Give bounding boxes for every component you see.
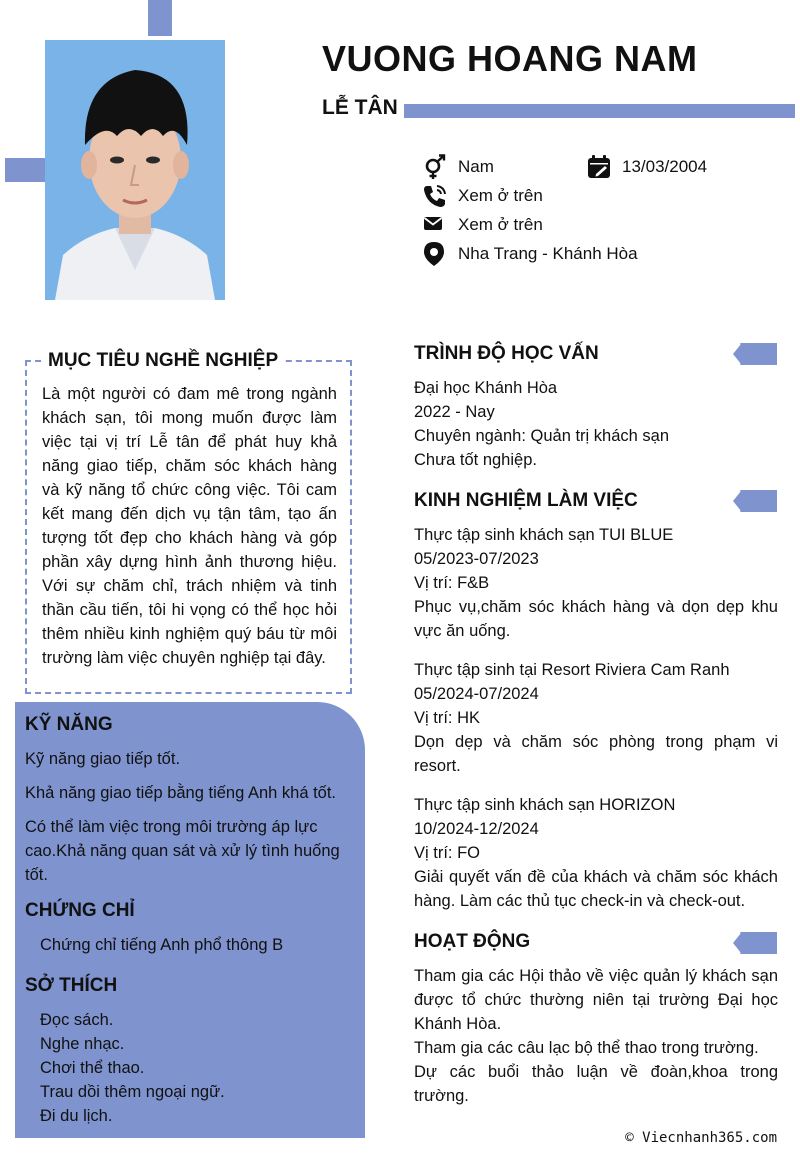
location-pin-icon	[422, 241, 448, 267]
side-accent-bar	[5, 158, 45, 182]
job-position: Vị trí: F&B	[414, 574, 490, 592]
top-accent-bar	[148, 0, 172, 36]
info-dob	[586, 154, 707, 180]
arrow-tab-icon	[731, 343, 779, 365]
candidate-name: VUONG HOANG NAM	[322, 38, 698, 79]
activity-item: Dự các buổi thảo luận về đoàn,khoa trong trường.	[414, 1063, 778, 1105]
hobbies-title: SỞ THÍCH	[25, 975, 118, 996]
footer-credit: © Viecnhanh365.com	[625, 1130, 777, 1146]
skills-title: KỸ NĂNG	[25, 714, 113, 735]
job-period: 10/2024-12/2024	[414, 820, 539, 838]
job-position: Vị trí: HK	[414, 709, 481, 727]
hobby-item: Đi du lịch.	[40, 1107, 113, 1125]
gender-icon	[422, 154, 448, 180]
info-email	[422, 212, 543, 238]
role-accent-bar	[404, 104, 795, 118]
gender-value: Nam	[458, 157, 494, 176]
job-position: Vị trí: FO	[414, 844, 480, 862]
education-status: Chưa tốt nghiệp.	[414, 451, 537, 469]
hobby-item: Đọc sách.	[40, 1011, 114, 1029]
education-period: 2022 - Nay	[414, 403, 495, 421]
arrow-tab-icon	[731, 490, 779, 512]
hobby-item: Trau dồi thêm ngoại ngữ.	[40, 1083, 225, 1101]
objective-text: Là một người có đam mê trong ngành khách sạn, tôi mong muốn được làm việc tại vị trí Lễ tân để phát huy khả năng giao tiếp, chăm sóc khách hàng và kỹ năng tổ chức công việc. Tôi cam kết mang đến dịch vụ tận tâm, tạo ấn tượng tốt đẹp cho khách hàng và góp phần xây dựng hình ảnh thương hiệu. Với sự chăm chỉ, trách nhiệm và tinh thần cầu tiến, tôi hi vọng có thể học hỏi thêm nhiều kinh nghiệm quý báu từ môi trường làm việc chuyên nghiệp tại đây.	[42, 385, 337, 667]
info-gender	[422, 154, 494, 180]
hobby-item: Nghe nhạc.	[40, 1035, 125, 1053]
education-school: Đại học Khánh Hòa	[414, 379, 558, 397]
skill-item: Kỹ năng giao tiếp tốt.	[25, 750, 181, 768]
job-description: Dọn dẹp và chăm sóc phòng trong phạm vi resort.	[414, 733, 778, 775]
education-title: TRÌNH ĐỘ HỌC VẤN	[414, 343, 599, 364]
arrow-tab-icon	[731, 932, 779, 954]
address-value: Nha Trang - Khánh Hòa	[458, 244, 638, 263]
profile-photo	[45, 40, 225, 300]
skill-item: Khả năng giao tiếp bằng tiếng Anh khá tốt.	[25, 784, 337, 802]
job-company: Thực tập sinh khách sạn HORIZON	[414, 796, 676, 814]
activities-title: HOẠT ĐỘNG	[414, 931, 531, 952]
skill-item: Có thể làm việc trong môi trường áp lực cao.Khả năng quan sát và xử lý tình huống tốt.	[25, 818, 340, 884]
job-period: 05/2024-07/2024	[414, 685, 539, 703]
certificate-item: Chứng chỉ tiếng Anh phổ thông B	[40, 936, 284, 954]
info-address	[422, 241, 638, 267]
experience-title: KINH NGHIỆM LÀM VIỆC	[414, 490, 638, 511]
phone-icon	[422, 183, 448, 209]
education-major: Chuyên ngành: Quản trị khách sạn	[414, 427, 670, 445]
job-description: Giải quyết vấn đề của khách và chăm sóc khách hàng. Làm các thủ tục check-in và check-out.	[414, 868, 778, 910]
job-company: Thực tập sinh tại Resort Riviera Cam Ranh	[414, 661, 730, 679]
email-value: Xem ở trên	[458, 215, 543, 234]
phone-value: Xem ở trên	[458, 186, 543, 205]
mail-icon	[422, 212, 448, 238]
activity-item: Tham gia các câu lạc bộ thể thao trong trường.	[414, 1039, 759, 1057]
objective-title: MỤC TIÊU NGHỀ NGHIỆP	[42, 350, 284, 372]
activity-item: Tham gia các Hội thảo về việc quản lý khách sạn được tổ chức thường niên tại trường Đại học Khánh Hòa.	[414, 967, 778, 1033]
info-phone	[422, 183, 543, 209]
job-period: 05/2023-07/2023	[414, 550, 539, 568]
candidate-role: LỄ TÂN	[322, 96, 398, 119]
job-company: Thực tập sinh khách sạn TUI BLUE	[414, 526, 674, 544]
certificates-title: CHỨNG CHỈ	[25, 900, 135, 921]
calendar-icon	[586, 154, 612, 180]
dob-value: 13/03/2004	[622, 157, 708, 176]
job-description: Phục vụ,chăm sóc khách hàng và dọn dẹp khu vực ăn uống.	[414, 598, 778, 640]
hobby-item: Chơi thể thao.	[40, 1059, 145, 1077]
